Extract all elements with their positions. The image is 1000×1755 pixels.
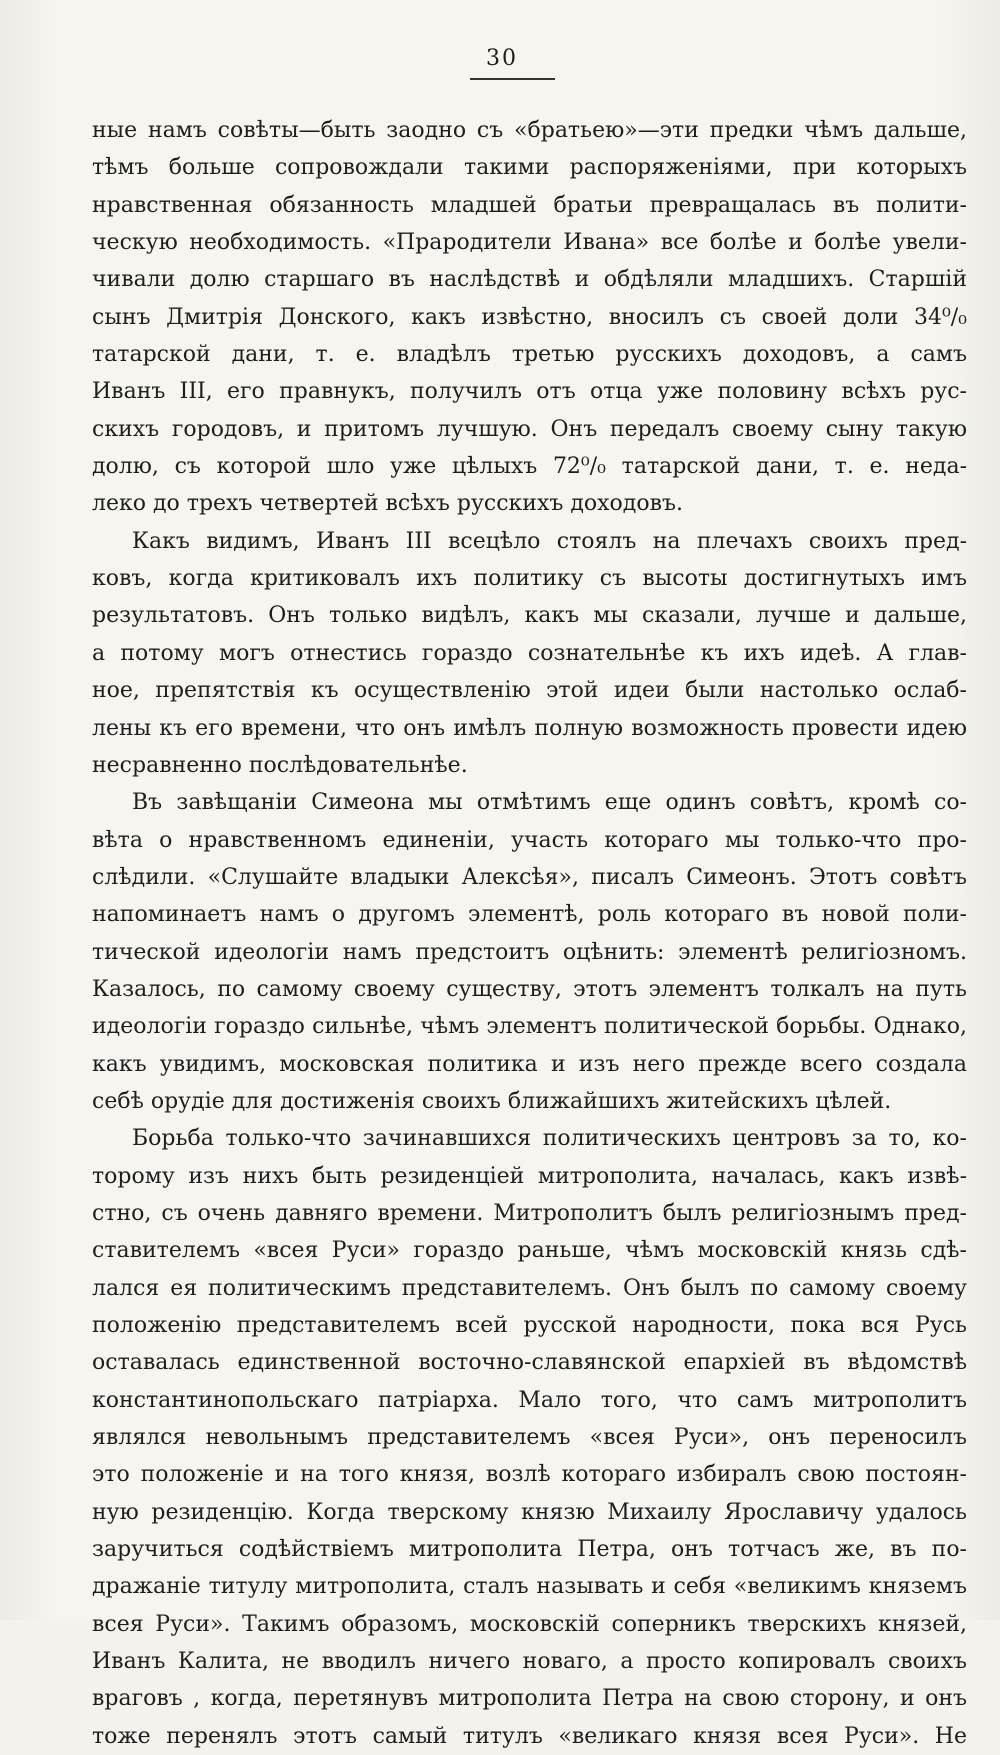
header-rule [470,78,555,80]
text-line: несравненно послѣдовательнѣе. [92,752,468,778]
text-line: сынъ Дмитрiя Донского, какъ извѣстно, вносилъ съ своей доли 34⁰/₀ [92,304,967,330]
text-line: являлся невольнымъ представителемъ «всея Руси», онъ переносилъ [92,1425,967,1451]
text-line: оставалась единственной восточно-славянской епархiей въ вѣдомствѣ [92,1350,967,1376]
text-line: Иванъ Калита, не вводилъ ничего новаго, а просто копировалъ своихъ [92,1649,967,1675]
text-line: торому изъ нихъ быть резиденцiей митрополита, началась, какъ извѣ- [92,1163,967,1189]
text-line: напоминаетъ намъ о другомъ элементѣ, роль котораго въ новой поли- [92,902,967,928]
text-line: дражанiе титулу митрополита, сталъ называть и себя «великимъ княземъ [92,1574,967,1600]
text-line: заручиться содѣйствiемъ митрополита Петра, онъ тотчасъ же, въ по- [92,1537,967,1563]
text-line: ческую необходимость. «Прародители Ивана» все болѣе и болѣе увели- [92,230,967,256]
text-line: Въ завѣщанiи Симеона мы отмѣтимъ еще одинъ совѣтъ, кромѣ со- [132,790,967,816]
text-line: себѣ орудiе для достиженiя своихъ ближайшихъ житейскихъ цѣлей. [92,1088,892,1114]
text-line: лался ея политическимъ представителемъ. Онъ былъ по самому своему [92,1275,967,1301]
text-line: какъ увидимъ, московская политика и изъ него прежде всего создала [92,1051,967,1077]
text-line: тоже перенялъ этотъ самый титулъ «великаго князя всея Руси». Не [92,1723,967,1749]
text-line: чивали долю старшаго въ наслѣдствѣ и обдѣляли младшихъ. Старшiй [92,267,967,293]
text-line: стно, съ очень давняго времени. Митрополитъ былъ религiознымъ пред- [92,1200,967,1226]
text-line: результатовъ. Онъ только видѣлъ, какъ мы сказали, лучше и дальше, [92,603,967,629]
text-line: это положенiе и на того князя, возлѣ котораго избиралъ свою постоян- [92,1462,967,1488]
text-line: константинопольскаго патрiарха. Мало того, что самъ митрополитъ [92,1387,967,1413]
text-line: долю, съ которой шло уже цѣлыхъ 72⁰/₀ татарской дани, т. е. неда- [92,454,967,480]
text-line: тической идеологiи намъ предстоитъ оцѣнить: элементѣ религiозномъ. [92,939,967,965]
text-line: ную резиденцiю. Когда тверскому князю Михаилу Ярославичу удалось [92,1499,967,1525]
text-line: идеологiи гораздо сильнѣе, чѣмъ элементъ политической борьбы. Однако, [92,1014,967,1040]
text-line: нравственная обязанность младшей братьи превращалась въ полити- [92,192,967,218]
text-line: а потому могъ отнестись гораздо сознательнѣе къ ихъ идеѣ. А глав- [92,640,967,666]
text-line: Иванъ III, его правнукъ, получилъ отъ отца уже половину всѣхъ рус- [92,379,967,405]
text-line: враговъ , когда, перетянувъ митрополита Петра на свою сторону, и онъ [92,1686,967,1712]
text-line: Казалось, по самому своему существу, этотъ элементъ толкалъ на путь [92,976,967,1002]
text-line: ставителемъ «всея Руси» гораздо раньше, чѣмъ московскiй князь сдѣ- [92,1238,967,1264]
text-line: всея Руси». Такимъ образомъ, московскiй соперникъ тверскихъ князей, [92,1611,967,1637]
text-line: ные намъ совѣты—быть заодно съ «братьею»—эти предки чѣмъ дальше, [92,118,967,143]
text-line: тѣмъ больше сопровождали такими распоряженiями, при которыхъ [92,155,967,181]
text-line: татарской дани, т. е. владѣлъ третью русскихъ доходовъ, а самъ [92,342,967,368]
text-line: лены къ его времени, что онъ имѣлъ полную возможность провести идею [92,715,967,741]
text-line: Какъ видимъ, Иванъ III всецѣло стоялъ на плечахъ своихъ пред- [132,528,967,554]
text-line: скихъ городовъ, и притомъ лучшую. Онъ передалъ своему сыну такую [92,416,967,442]
body-text [92,112,967,1755]
text-line: ковъ, когда критиковалъ ихъ политику съ высоты достигнутыхъ имъ [92,566,967,592]
text-line: слѣдили. «Слушайте владыки Алексѣя», писалъ Симеонъ. Этотъ совѣтъ [92,864,967,890]
page-number: 30 [486,46,518,71]
text-line: вѣта о нравственномъ единенiи, участь котораго мы только-что про- [92,827,967,853]
text-line: ное, препятствiя къ осуществленiю этой идеи были настолько ослаб- [92,678,967,704]
text-line: леко до трехъ четвертей всѣхъ русскихъ доходовъ. [92,491,683,517]
text-line: положенiю представителемъ всей русской народности, пока вся Русь [92,1313,967,1338]
text-line: Борьба только-что зачинавшихся политическихъ центровъ за то, ко- [132,1126,967,1152]
